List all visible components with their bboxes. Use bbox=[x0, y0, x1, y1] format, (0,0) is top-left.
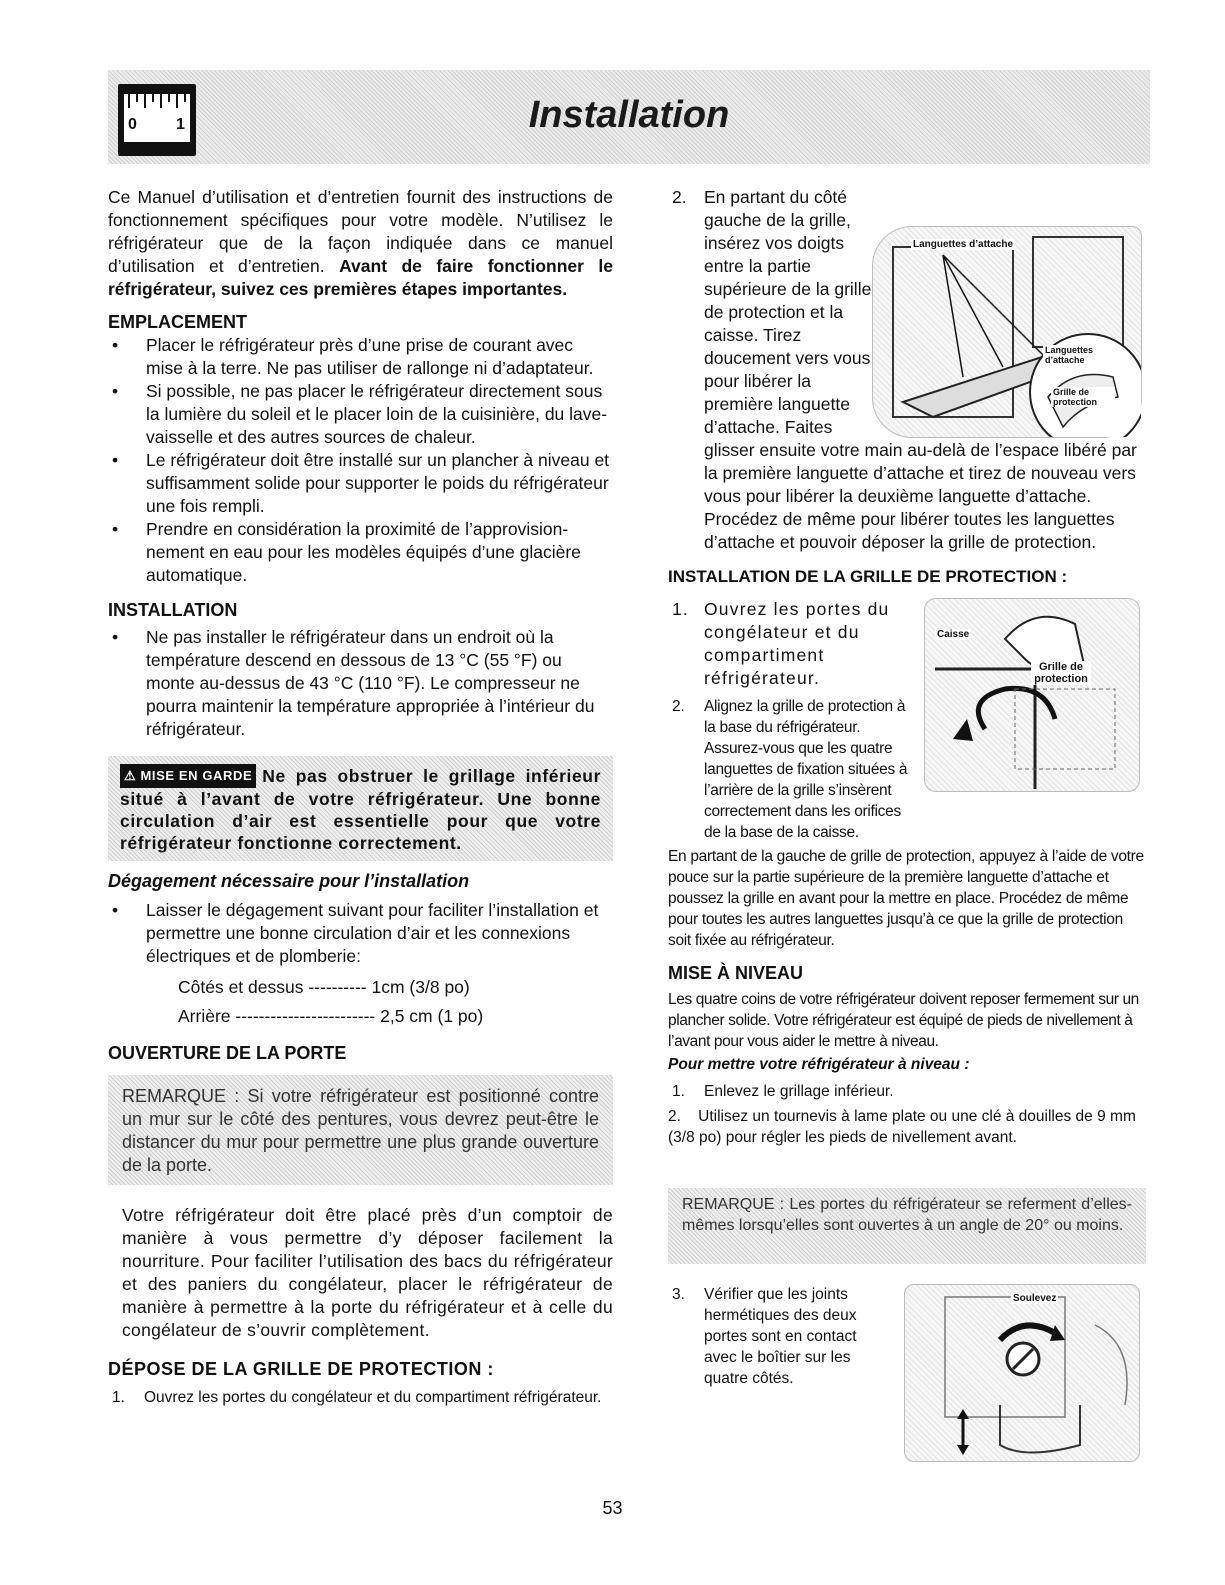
note-box-door bbox=[108, 1075, 613, 1185]
label-languettes-side: Languettes d’attache bbox=[1043, 345, 1107, 365]
clearance-row-back: Arrière ------------------------ 2,5 cm (1 po) bbox=[178, 1006, 484, 1026]
leveling-foot-illustration bbox=[905, 1285, 1139, 1461]
list-item: • Si possible, ne pas placer le réfrigérateur directement sous la lumière du soleil et le placer loin de la cuisinière, du lave-vaisselle et des autres sources de chaleur. bbox=[108, 380, 613, 449]
list-item: • Placer le réfrigérateur près d’une prise de courant avec mise à la terre. Ne pas utiliser de rallonge ni d’adaptateur. bbox=[108, 334, 613, 380]
left-column-lower bbox=[108, 870, 613, 1065]
niveau-paragraph: Les quatre coins de votre réfrigérateur doivent reposer fermement sur un plancher solide. Votre réfrigérateur est équipé de pieds de nivellement à l’avant pour vous aider le mettre à niveau. bbox=[668, 991, 1139, 1050]
heading-degagement: Dégagement nécessaire pour l’installation bbox=[108, 871, 470, 891]
note-box-niveau bbox=[668, 1188, 1146, 1264]
clearance-table bbox=[108, 976, 613, 1028]
clearance-row-sides: Côtés et dessus ---------- 1cm (3/8 po) bbox=[178, 977, 470, 997]
warning-badge: ⚠ MISE EN GARDE bbox=[120, 764, 256, 788]
intro-bold: Avant de faire fonctionner le réfrigérateur, suivez ces premières étapes importantes. bbox=[108, 256, 613, 299]
list-item: • Laisser le dégagement suivant pour faciliter l’installation et permettre une bonne circulation d’air et les connexions électriques et de plomberie: bbox=[108, 899, 613, 968]
figure-grille-removal bbox=[872, 226, 1142, 438]
figure-leveling-foot bbox=[904, 1284, 1140, 1462]
left-column bbox=[108, 186, 613, 741]
label-grille-protection: Grille de protection bbox=[1031, 661, 1091, 685]
heading-ouverture: OUVERTURE DE LA PORTE bbox=[108, 1043, 347, 1063]
label-soulevez: Soulevez bbox=[1013, 1293, 1057, 1304]
right-niveau-section bbox=[668, 962, 1146, 1148]
warning-text: Ne pas obstruer le grillage inférieur situé à l’avant de votre réfrigérateur. Une bonne circulation d’air est essentielle pour que votre réfrigérateur fonctionne correctement. bbox=[120, 766, 601, 853]
niveau-step-3: 3. Vérifier que les joints hermétiques des deux portes sont en contact avec le boîtier sur les quatre côtés. bbox=[672, 1286, 857, 1387]
heading-install-grille: INSTALLATION DE LA GRILLE DE PROTECTION : bbox=[668, 567, 1068, 586]
warning-box bbox=[108, 756, 613, 861]
depose-step-1: 1. Ouvrez les portes du congélateur et du compartiment réfrigérateur. bbox=[112, 1389, 602, 1406]
label-caisse: Caisse bbox=[937, 629, 970, 640]
list-item: • Ne pas installer le réfrigérateur dans un endroit où la température descend en dessous de 13 °C (55 °F) ou monte au-dessus de 43 °C (110 °F). Le compresseur ne pourra maintenir la température appropriée à l’intérieur du réfrigérateur. bbox=[108, 626, 613, 741]
intro-text: Ce Manuel d’utilisation et d’entretien fournit des instructions de fonctionnement spécifiques pour votre modèle. N’utilisez le réfrigérateur que de la façon indiquée dans ce manuel d’utilisation et d’entretien. bbox=[108, 187, 613, 276]
ruler-digit-0: 0 bbox=[128, 116, 137, 133]
heading-installation: INSTALLATION bbox=[108, 600, 238, 620]
door-paragraph: Votre réfrigérateur doit être placé près d’un comptoir de manière à vous permettre d’y déposer facilement la nourriture. Pour faciliter l’utilisation des bacs du réfrigérateur et des paniers du congélateur, placer le réfrigérateur de manière à permettre à la porte du réfrigérateur et à celle du congélateur de s’ouvrir complètement. bbox=[122, 1205, 613, 1340]
niveau-step-2: 2. Utilisez un tournevis à lame plate ou une clé à douilles de 9 mm (3/8 po) pour régler les pieds de nivellement avant. bbox=[668, 1108, 1136, 1146]
intro-paragraph bbox=[108, 186, 613, 301]
install-step-1: 1. Ouvrez les portes du congélateur et du compartiment réfrigérateur. bbox=[672, 599, 890, 688]
label-grille-side: Grille de protection bbox=[1051, 387, 1115, 407]
install-after-paragraph: En partant de la gauche de grille de protection, appuyez à l’aide de votre pouce sur la partie supérieure de la première languette d’attache et poussez la grille en avant pour la mettre en place. Procédez de même pour toutes les autres languettes jusqu’à ce que la grille de protection soit fixée au réfrigérateur. bbox=[668, 848, 1144, 949]
heading-emplacement: EMPLACEMENT bbox=[108, 312, 247, 332]
ruler-digit-1: 1 bbox=[176, 116, 185, 133]
depose-step-2: 2. En partant du côté gauche de la grille, insérez vos doigts entre la partie supérieure de la grille de protection et la caisse. Tirez doucement vers vous pour libérer la première languette d’attache. Faites glisser ensuite votre main au-delà de l’espace libéré par la première languette d’attache et tirez de nouveau vers vous pour libérer la deuxième languette d’attache. Procédez de même pour libérer toutes les languettes d’attache et pouvoir déposer la grille de protection. bbox=[672, 187, 1137, 552]
heading-depose: DÉPOSE DE LA GRILLE DE PROTECTION : bbox=[108, 1359, 494, 1379]
heading-mise-a-niveau: MISE À NIVEAU bbox=[668, 963, 804, 983]
page-title: Installation bbox=[528, 94, 730, 136]
grille-install-illustration bbox=[925, 599, 1139, 791]
emplacement-list bbox=[108, 334, 613, 587]
list-item: • Prendre en considération la proximité de l’approvision-nement en eau pour les modèles équipés d’une glacière automatique. bbox=[108, 518, 613, 587]
page-number: 53 bbox=[602, 1498, 623, 1518]
left-column-bottom bbox=[108, 1204, 613, 1408]
note-niveau-text: REMARQUE : Les portes du réfrigérateur se referment d’elles-mêmes lorsqu’elles sont ouvertes à un angle de 20° ou moins. bbox=[682, 1196, 1132, 1234]
figure-grille-install bbox=[924, 598, 1140, 792]
label-languettes-top: Languettes d’attache bbox=[913, 239, 1014, 250]
header-banner bbox=[108, 70, 1150, 164]
install-step-2: 2. Alignez la grille de protection à la base du réfrigérateur. Assurez-vous que les quatre languettes de fixation situées à l’arrière de la grille s’insèrent correctement dans les orifices de la base de la caisse. bbox=[672, 698, 908, 841]
niveau-step-1: 1. Enlevez le grillage inférieur. bbox=[672, 1083, 894, 1100]
note-door-text: REMARQUE : Si votre réfrigérateur est positionné contre un mur sur le côté des pentures, vous devrez peut-être le distancer du mur pour permettre une plus grande ouverture de la porte. bbox=[122, 1086, 599, 1175]
list-item: • Le réfrigérateur doit être installé sur un plancher à niveau et suffisamment solide pour supporter le poids du réfrigérateur une fois rempli. bbox=[108, 449, 613, 518]
niveau-subheading: Pour mettre votre réfrigérateur à niveau : bbox=[668, 1056, 970, 1073]
